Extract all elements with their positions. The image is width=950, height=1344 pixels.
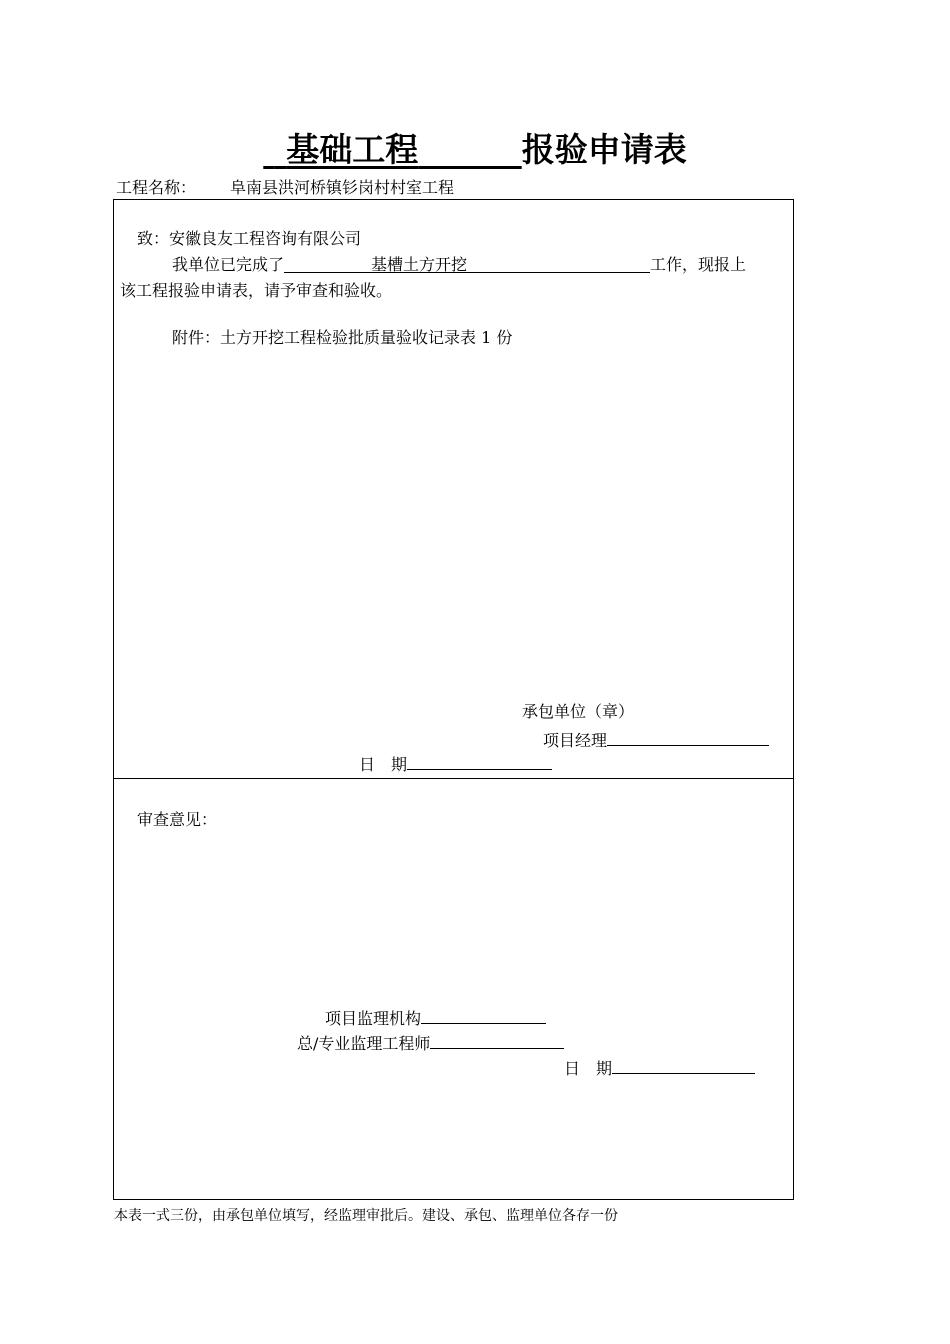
form-title — [0, 128, 950, 172]
supervision-engineer-field[interactable] — [430, 1031, 564, 1049]
project-name-value: 阜南县洪河桥镇钐岗村村室工程 — [230, 178, 455, 197]
report-label: 工作，现报上 — [650, 255, 747, 274]
application-date-row — [359, 752, 552, 776]
review-date-label: 日 期 — [564, 1059, 613, 1078]
work-item-value: 基槽土方开挖 — [371, 255, 468, 274]
title-underlined-part — [263, 130, 521, 169]
completed-label: 我单位已完成了 — [172, 255, 285, 274]
supervision-engineer-label: 总/专业监理工程师 — [297, 1034, 431, 1053]
project-manager-label: 项目经理 — [543, 731, 608, 750]
application-date-label: 日 期 — [359, 755, 408, 774]
project-name-label: 工程名称： — [116, 178, 197, 197]
project-name-row — [116, 177, 196, 199]
application-line-2: 该工程报验申请表，请予审查和验收。 — [120, 281, 393, 300]
supervision-engineer-row — [297, 1031, 564, 1055]
attachment-line: 附件：土方开挖工程检验批质量验收记录表 1 份 — [172, 328, 513, 347]
review-date-row — [564, 1056, 755, 1080]
project-manager-field[interactable] — [607, 728, 769, 746]
title-rest: 报验申请表 — [521, 130, 687, 169]
review-heading: 审查意见： — [137, 810, 218, 829]
supervision-agency-row — [325, 1006, 546, 1030]
addressee: 致：安徽良友工程咨询有限公司 — [137, 229, 362, 248]
review-section — [113, 778, 794, 1200]
supervision-agency-field[interactable] — [421, 1006, 546, 1024]
review-date-field[interactable] — [612, 1056, 755, 1074]
footer-note: 本表一式三份，由承包单位填写，经监理审批后。建设、承包、监理单位各存一份 — [114, 1208, 618, 1224]
work-item-field[interactable] — [284, 254, 650, 273]
project-manager-row — [543, 728, 769, 752]
supervision-agency-label: 项目监理机构 — [325, 1009, 422, 1028]
contractor-seal-label: 承包单位（章） — [522, 702, 635, 721]
application-date-field[interactable] — [407, 752, 552, 770]
application-line-1 — [172, 254, 746, 276]
title-subject: 基础工程 — [286, 130, 419, 169]
